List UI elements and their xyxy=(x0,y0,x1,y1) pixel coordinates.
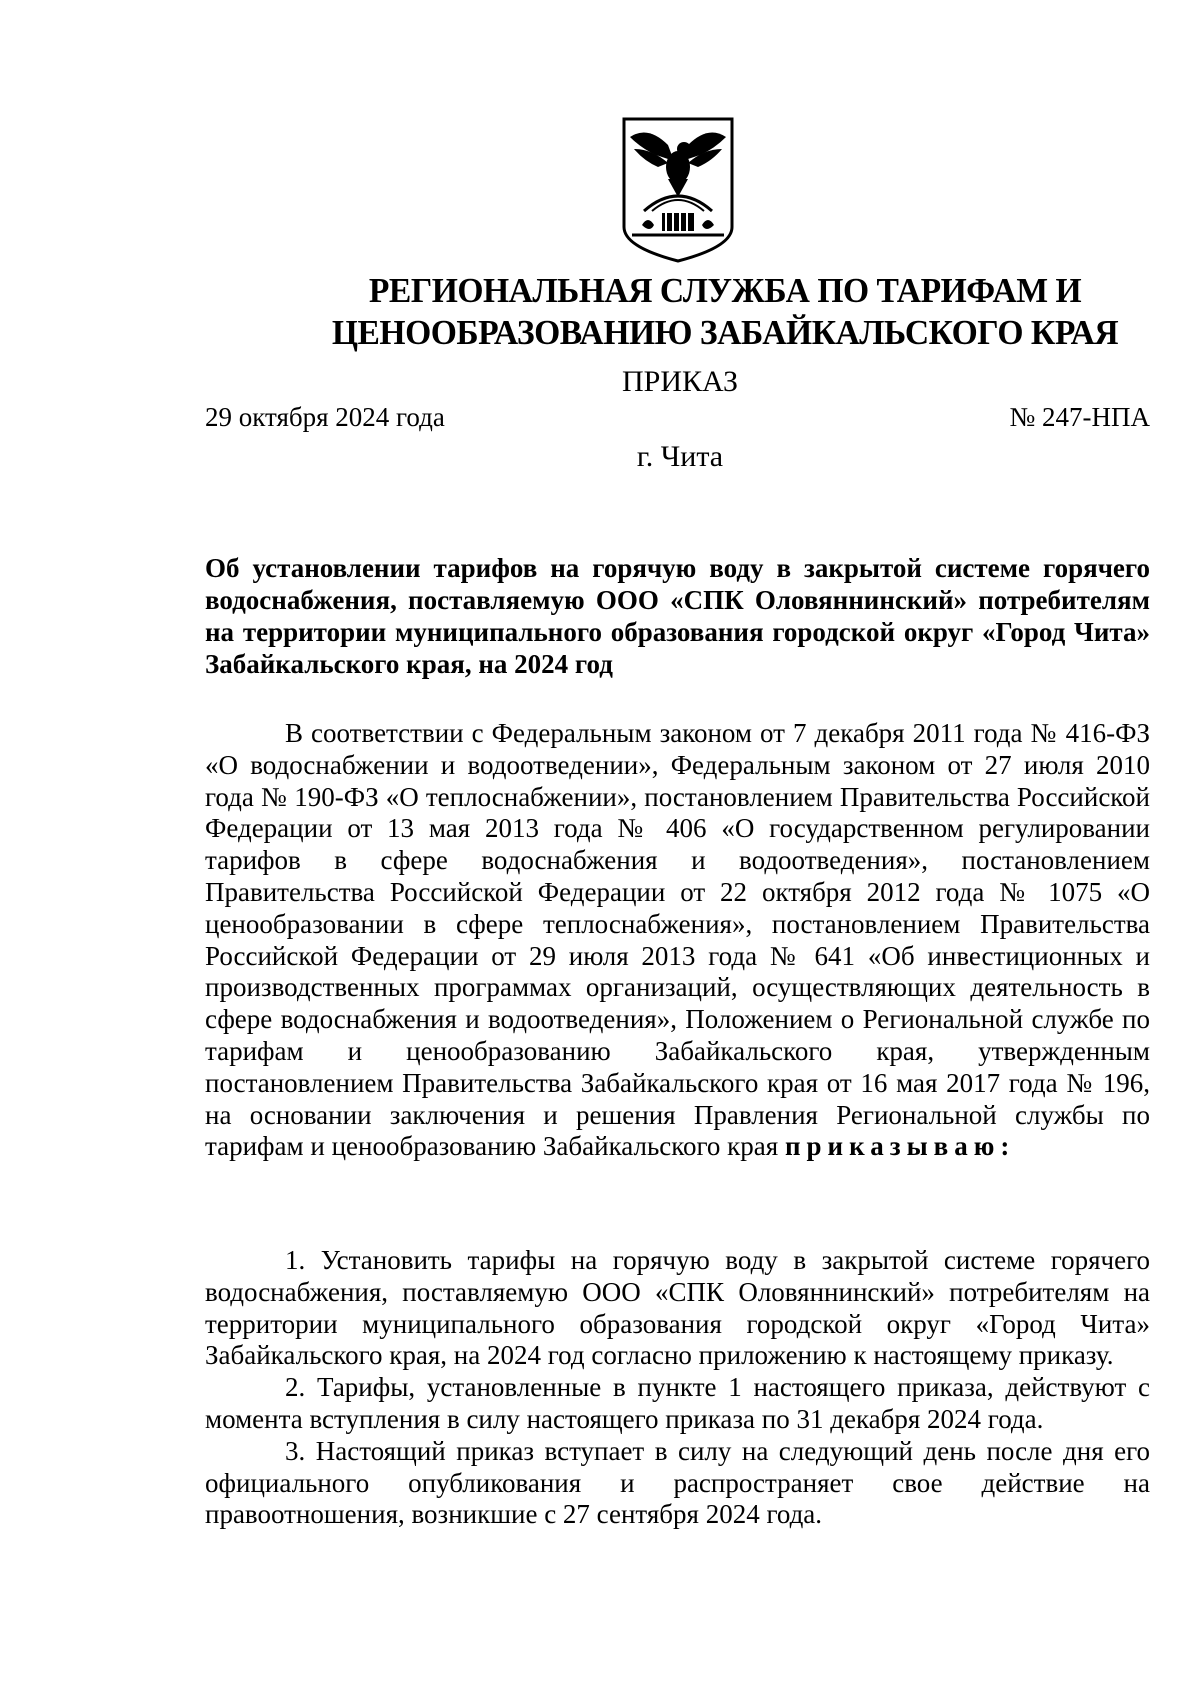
organization-name xyxy=(211,270,1200,354)
preamble-text: В соответствии с Федеральным законом от 7 декабря 2011 года № 416-ФЗ «О водоснабжении и водоотведении», Федеральным законом от 27 июля 2010 года № 190-ФЗ «О теплоснабжении», постановлением Правительства Российской Федерации от 13 мая 2013 года № 406 «О государственном регулировании тарифов в сфере водоснабжения и водоотведения», постановлением Правительства Российской Федерации от 22 октября 2012 года № 1075 «О ценообразовании в сфере теплоснабжения», постановлением Правительства Российской Федерации от 29 июля 2013 года № 641 «Об инвестиционных и производственных программах организаций, осуществляющих деятельность в сфере водоснабжения и водоотведения», Положением о Региональной службе по тарифам и ценообразованию Забайкальского края, утвержденным постановлением Правительства Забайкальского края от 16 мая 2017 года № 196, на основании заключения и решения Правления Региональной службы по тарифам и ценообразованию Забайкальского края xyxy=(205,718,1150,1162)
document-date: 29 октября 2024 года xyxy=(205,402,445,432)
preamble-paragraph xyxy=(205,718,1150,1163)
order-item-2: 2. Тарифы, установленные в пункте 1 настоящего приказа, действуют с момента вступления в силу настоящего приказа по 31 декабря 2024 года. xyxy=(205,1372,1150,1434)
order-item-3: 3. Настоящий приказ вступает в силу на следующий день после дня его официального опубликования и распространяет свое действие на правоотношения, возникшие с 27 сентября 2024 года. xyxy=(205,1435,1150,1530)
order-items xyxy=(205,1245,1150,1531)
order-item-1: 1. Установить тарифы на горячую воду в закрытой системе горячего водоснабжения, поставляемую ООО «СПК Оловяннинский» потребителям на территории муниципального образования городской округ «Город Чита» Забайкальского края, на 2024 год согласно приложению к настоящему приказу. xyxy=(205,1245,1150,1371)
document-subject: Об установлении тарифов на горячую воду в закрытой системе горячего водоснабжения, поставляемую ООО «СПК Оловяннинский» потребителям на территории муниципального образования городской округ «Город Чита» Забайкальского края, на 2024 год xyxy=(205,553,1150,679)
organization-name-line-1: РЕГИОНАЛЬНАЯ СЛУЖБА ПО ТАРИФАМ И xyxy=(368,271,1082,310)
preamble-keyword: приказываю: xyxy=(784,1131,1016,1162)
document-city: г. Чита xyxy=(636,440,724,473)
coat-of-arms-emblem xyxy=(618,115,738,263)
organization-name-line-2: ЦЕНООБРАЗОВАНИЮ ЗАБАЙКАЛЬСКОГО КРАЯ xyxy=(331,313,1119,352)
document-type: ПРИКАЗ xyxy=(622,365,738,398)
document-number: № 247-НПА xyxy=(1009,402,1150,432)
